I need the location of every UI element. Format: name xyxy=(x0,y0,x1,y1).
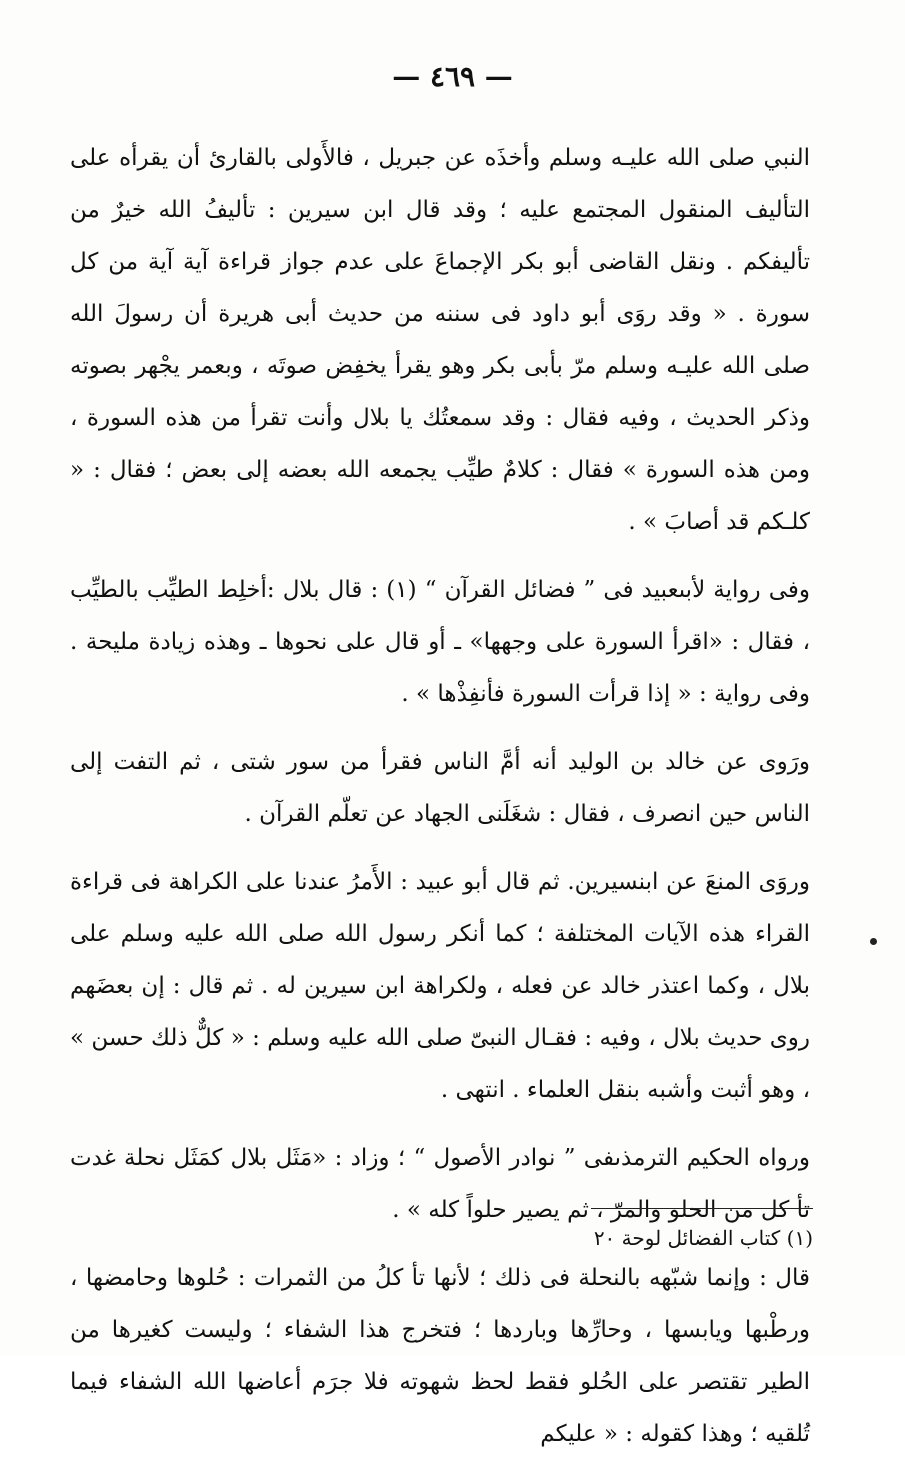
paragraph-6: قال : وإنما شبّهه بالنحلة فى ذلك ؛ لأنها تأ كلُ من الثمرات : حُلوها وحامضها ، ورطْبها ويابسها ، وحارِّها وباردها ؛ فتخرج هذا الشفاء ؛ وليست كغيرها من الطير تقتصر على الحُلو فقط لحظ شهوته فلا جرَم أعاضها الله الشفاء فيما تُلقيه ؛ وهذا كقوله : « عليكم xyxy=(70,1265,810,1447)
paragraph-2: وفى رواية لأبىعبيد فى ” فضائل القرآن “ (١) : قال بلال :أخلِط الطيِّب بالطيِّب ، فقال : «اقرأ السورة على وجهها» ـ أو قال على نحوها ـ وهذه زيادة مليحة . وفى رواية : « إذا قرأت السورة فأنفِذْها » . xyxy=(70,577,810,707)
main-text xyxy=(70,132,810,1476)
paragraph-3: ورَوى عن خالد بن الوليد أنه أمَّ الناس فقرأ من سور شتى ، ثم التفت إلى الناس حين انصرف ، فقال : شغَلَنى الجهاد عن تعلّم القرآن . xyxy=(70,749,810,827)
footnote-divider xyxy=(591,1208,813,1209)
paragraph-5: ورواه الحكيم الترمذىفى ” نوادر الأصول “ ؛ وزاد : «مَثَل بلال كمَثَل نحلة غدت تأ كل من الحلو والمرّ ، ثم يصير حلواً كله » . xyxy=(70,1145,810,1223)
ink-speck xyxy=(870,938,877,945)
footnote: (١) كتاب الفضائل لوحة ٢٠ xyxy=(593,1226,813,1250)
paragraph-1: النبي صلى الله عليـه وسلم وأخذَه عن جبريل ، فالأَولى بالقارئ أن يقرأه على التأليف المنقول المجتمع عليه ؛ وقد قال ابن سيرين : تأليفُ الله خيرٌ من تأليفكم . ونقل القاضى أبو بكر الإجماعَ على عدم جواز قراءة آية آية من كل سورة . « وقد روَى أبو داود فى سننه من حديث أبى هريرة أن رسولَ الله صلى الله عليـه وسلم مرّ بأبى بكر وهو يقرأ يخفِض صوتَه ، وبعمر يجْهر بصوته وذكر الحديث ، وفيه فقال : وقد سمعتُك يا بلال وأنت تقرأ من هذه السورة ، ومن هذه السورة » فقال : كلامٌ طيِّب يجمعه الله بعضه إلى بعض ؛ فقال : « كلـكم قد أصابَ » . xyxy=(70,145,810,535)
paragraph-4: وروَى المنعَ عن ابنسيرين. ثم قال أبو عبيد : الأَمرُ عندنا على الكراهة فى قراءة القراء هذه الآيات المختلفة ؛ كما أنكر رسول الله صلى الله عليه وسلم على بلال ، وكما اعتذر خالد عن فعله ، ولكراهة ابن سيرين له . ثم قال : إن بعضَهم روى حديث بلال ، وفيه : فقـال النبىّ صلى الله عليه وسلم : « كلٌّ ذلك حسن » ، وهو أثبت وأشبه بنقل العلماء . انتهى . xyxy=(70,869,810,1103)
page-number: — ٤٦٩ — xyxy=(392,60,513,93)
